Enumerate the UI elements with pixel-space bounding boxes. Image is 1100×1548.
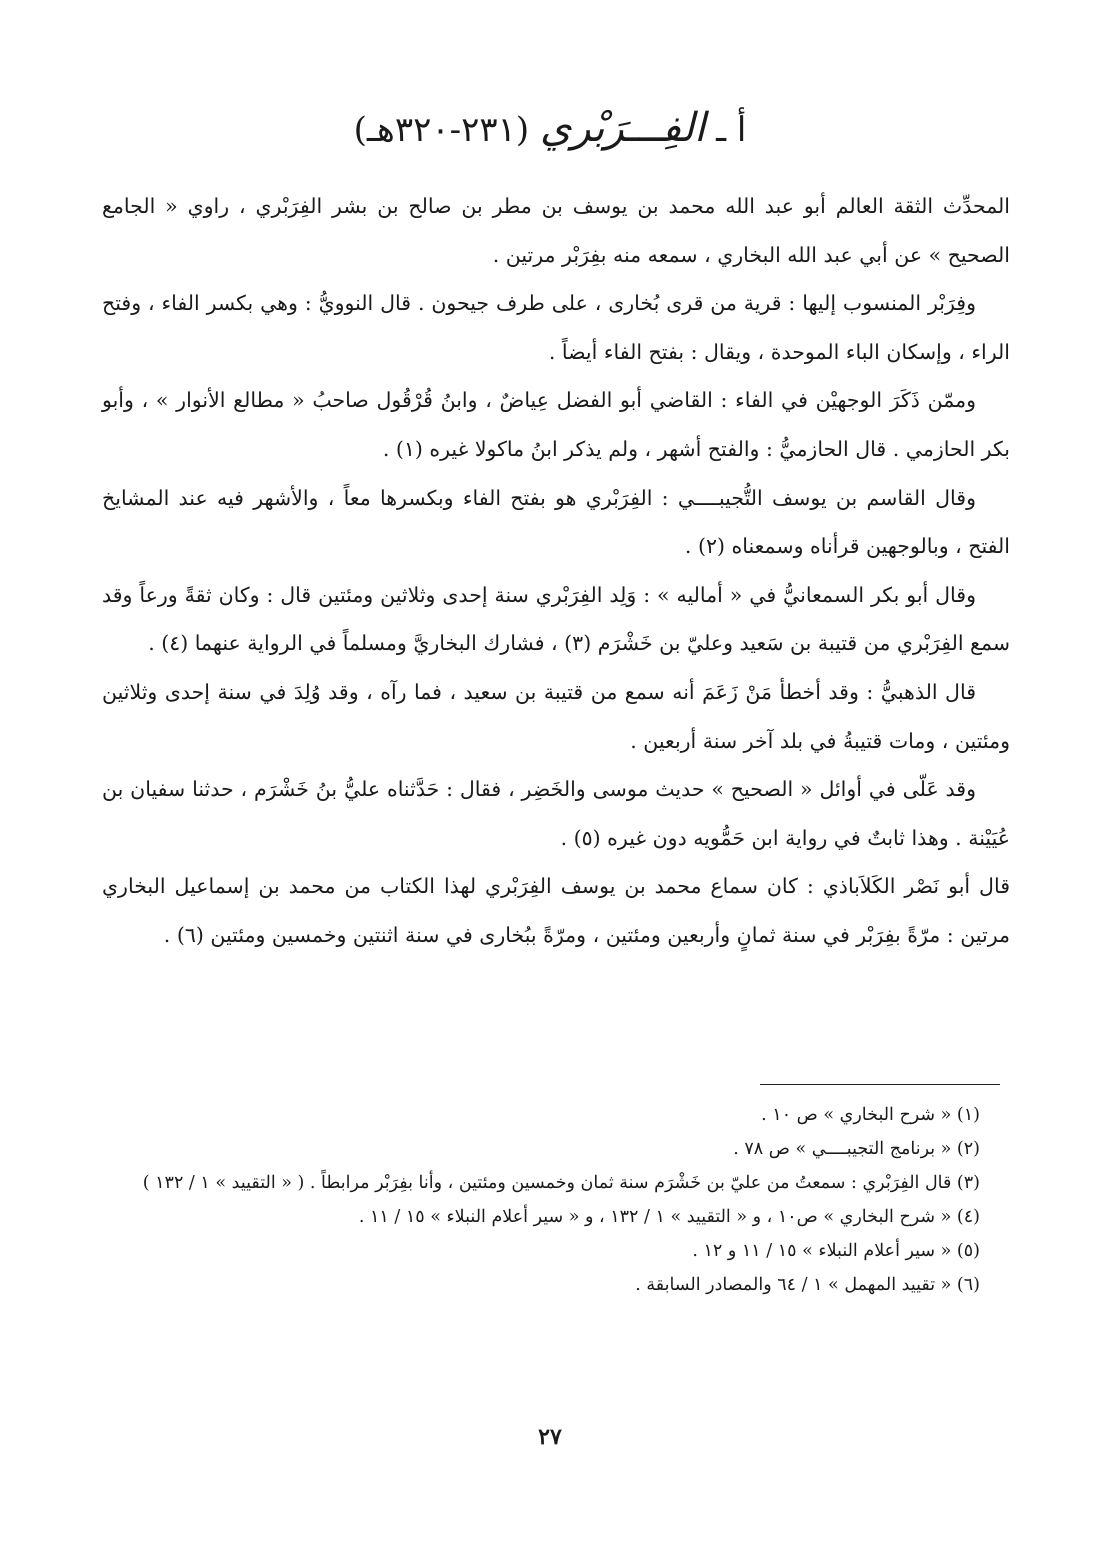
footnote: (٤) « شرح البخاري » ص١٠ ، و « التقييد » ١ / ١٣٢ ، و « سير أعلام النبلاء » ١٥ / ١١ . — [358, 1207, 980, 1227]
footnote: (٢) « برنامج التجيبــــي » ص ٧٨ . — [733, 1139, 980, 1159]
heading-dates: (٢٣١-٣٢٠هـ) — [353, 110, 530, 150]
footnote-separator — [760, 1084, 1000, 1085]
paragraph: قال الذهبيُّ : وقد أخطأ مَنْ زَعَمَ أنه سمع من قتيبة بن سعيد ، فما رآه ، وقد وُلِدَ في سنة إحدى وثلاثين ومئتين ، ومات قتيبةُ في بلد آخر سنة أربعين . — [102, 679, 1010, 753]
paragraph: وممّن ذَكَرَ الوجهيْن في الفاء : القاضي أبو الفضل عِياضٌ ، وابنُ قُرْقُول صاحبُ « مطالع الأنوار » ، وأبو بكر الحازمي . قال الحازميُّ : والفتح أشهر ، ولم يذكر ابنُ ماكولا غيره (١) . — [102, 388, 1010, 461]
main-text — [102, 182, 1010, 960]
footnote: (١) « شرح البخاري » ص ١٠ . — [761, 1105, 980, 1125]
paragraph: وفِرَبْر المنسوب إليها : قرية من قرى بُخارى ، على طرف جيحون . قال النوويُّ : وهي بكسر الفاء ، وفتح الراء ، وإسكان الباء الموحدة ، ويقال : بفتح الفاء أيضاً . — [102, 291, 1010, 364]
paragraph: المحدِّث الثقة العالم أبو عبد الله محمد بن يوسف بن مطر بن صالح بن بشر الفِرَبْري ، راوي « الجامع الصحيح » عن أبي عبد الله البخاري ، سمعه منه بفِرَبْر مرتين . — [102, 194, 1010, 267]
page-number: ٢٧ — [538, 1424, 562, 1450]
paragraph: وقال القاسم بن يوسف التُّجيبــــي : الفِرَبْري هو بفتح الفاء وبكسرها معاً ، والأشهر فيه عند المشايخ الفتح ، وبالوجهين قرأناه وسمعناه (٢) . — [102, 485, 1010, 559]
heading-name: الفِـــرَبْري — [540, 105, 706, 151]
footnote: (٦) « تقييد المهمل » ١ / ٦٤ والمصادر السابقة . — [635, 1275, 980, 1295]
footnote: (٥) « سير أعلام النبلاء » ١٥ / ١١ و ١٢ . — [692, 1241, 980, 1261]
footnotes — [102, 1098, 980, 1302]
heading-prefix: أ ـ — [716, 110, 747, 150]
footnote: (٣) قال الفِرَبْري : سمعتُ من عليّ بن خَشْرَم سنة ثمان وخمسين ومئتين ، وأنا بفِرَبْر مرابطاً . ( « التقييد » ١ / ١٣٢ ) — [142, 1173, 980, 1193]
paragraph: وقال أبو بكر السمعانيُّ في « أماليه » : وَلِد الفِرَبْري سنة إحدى وثلاثين ومئتين قال : وكان ثقةً ورعاً وقد سمع الفِرَبْري من قتيبة بن سَعيد وعليّ بن خَشْرَم (٣) ، فشارك البخاريَّ ومسلماً في الرواية عنهما (٤) . — [102, 582, 1010, 656]
section-heading — [0, 98, 1100, 160]
paragraph: قال أبو نَصْر الكَلاَباذي : كان سماع محمد بن يوسف الفِرَبْري لهذا الكتاب من محمد بن إسماعيل البخاري مرتين : مرّةً بفِرَبْر في سنة ثمانٍ وأربعين ومئتين ، ومرّةً ببُخارى في سنة اثنتين وخمسين ومئتين (٦) . — [102, 874, 1010, 947]
paragraph: وقد عَلّى في أوائل « الصحيح » حديث موسى والخَضِر ، فقال : حَدَّثناه عليُّ بنُ خَشْرَم ، حدثنا سفيان بن عُيَيْنة . وهذا ثابتٌ في رواية ابن حَمُّويه دون غيره (٥) . — [102, 777, 1010, 850]
